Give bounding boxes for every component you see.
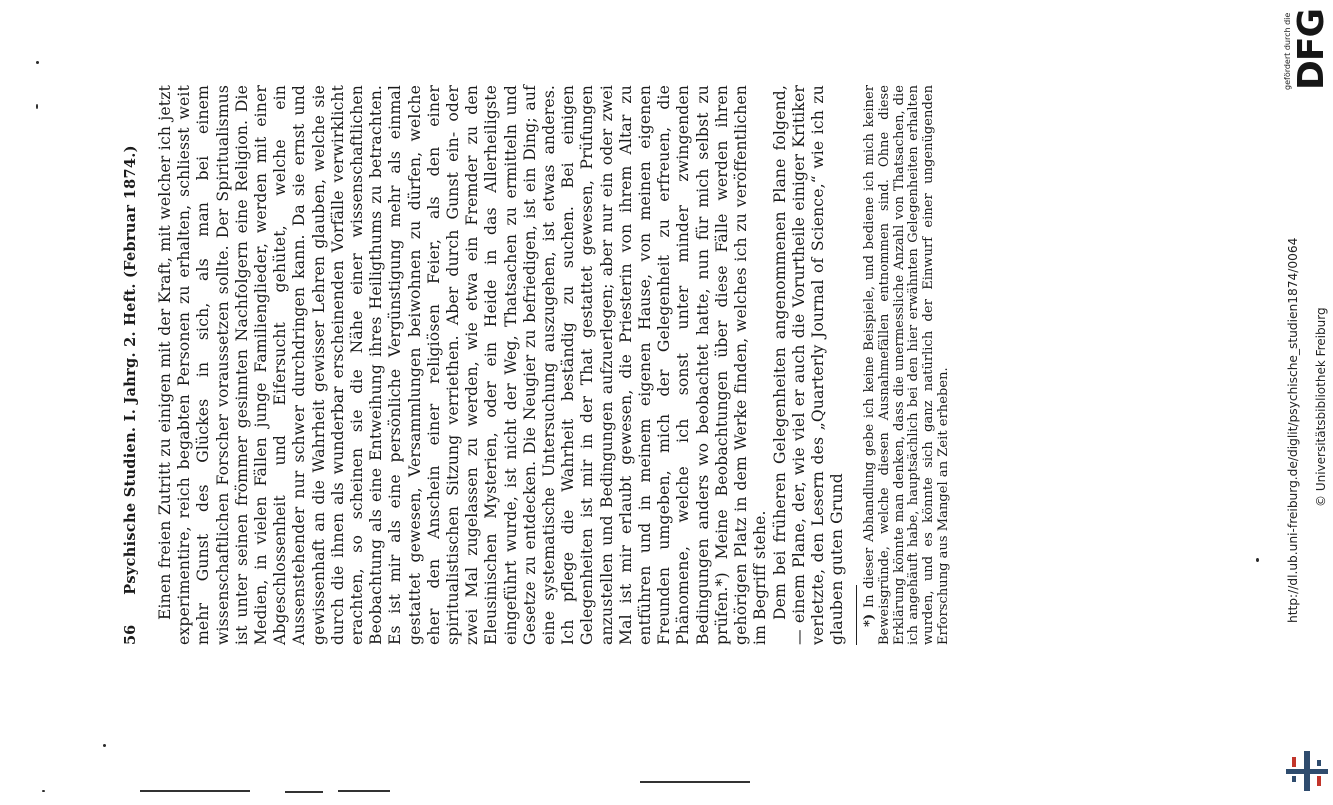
page-number: 56 — [122, 624, 139, 645]
footnote-text: In dieser Abhandlung gebe ich keine Beispiele, und bediene ich mich keiner Beweisgründe, welche diesen Ausnahmefällen entnommen sind. Ohne diese Erklärung könnte man denken, dass die unermessliche Anzahl von Thatsachen, die ich angehäuft habe, hauptsächlich bei den hier erwähnten Gelegenheiten erhalten wurden, und es könnte sich ganz natürlich der Einwurf einer ungenügenden Erforschung aus Mangel an Zeit erheben. — [862, 85, 951, 645]
scan-speck — [103, 744, 106, 747]
paragraph: Einen freien Zutritt zu einigen mit der Kraft, mit welcher ich jetzt experimentire, reich begabten Personen zu erhalten, schliesst weit mehr Gunst des Glückes in sich, als man bei einem wissenschaftlichen Forscher voraussetzen sollte. Der Spiritualismus ist unter seinen frömmer gesinnten Nachfolgern eine Religion. Die Medien, in vielen Fällen junge Familienglieder, werden mit einer Abgeschlossenheit und Eifersucht gehütet, welche ein Aussenstehender nur schwer durchdringen kann. Da sie ernst und gewissenhaft an die Wahrheit gewisser Lehren glauben, welche sie durch die ihnen als wunderbar erscheinenden Vorfälle verwirklicht erachten, so scheinen sie die Nähe einer wissenschaftlichen Beobachtung als eine Entweihung ihres Heiligthums zu betrachten. Es ist mir als eine persönliche Vergünstigung mehr als einmal gestattet gewesen, Versammlungen beiwohnen zu dürfen, welche eher den Anschein einer religiösen Feier, als den einer spiritualistischen Sitzung verriethen. Aber durch Gunst ein- oder zwei Mal zugelassen zu werden, wie etwa ein Fremder zu den Eleusinischen Mysterien, oder ein Heide in das Allerheiligste eingeführt wurde, ist nicht der Weg, Thatsachen zu ermitteln und Gesetze zu entdecken. Die Neugier zu befriedigen, ist ein Ding; auf eine systematische Untersuchung auszugehen, ist etwas anderes. Ich pflege die Wahrheit beständig zu suchen. Bei einigen Gelegenheiten ist mir in der That gestattet gewesen, Prüfungen anzustellen und Bedingungen aufzuerlegen; aber nur ein oder zwei Mal ist mir erlaubt gewesen, die Priesterin von ihrem Altar zu entführen und in meinem eigenen Hause, von meinen eigenen Freunden umgeben, mich der Gelegenheit zu erfreuen, die Phänomene, welche ich sonst unter minder zwingenden Bedingungen anders wo beobachtet hatte, nun für mich selbst zu prüfen.*) Meine Beobachtungen über diese Fälle werden ihren gehörigen Platz in dem Werke finden, welches ich zu veröffentlichen im Begriff stehe. — [156, 85, 770, 645]
page-header — [120, 85, 144, 645]
scan-speck — [36, 61, 39, 64]
source-url[interactable]: http://dl.ub.uni-freiburg.de/diglit/psychische_studien1874/0064 — [1286, 237, 1300, 623]
footnote-mark: *) — [862, 613, 878, 627]
paragraph: Dem bei früheren Gelegenheiten angenommenen Plane folgend, — einem Plane, der, wie viel er auch die Vorurtheile einiger Kritiker verletzte, den Lesern des „Quarterly Journal of Science,“ wie ich zu glauben guten Grund — [770, 85, 847, 645]
footnote — [863, 85, 951, 645]
scan-speck — [36, 104, 38, 109]
scan-edge-line — [640, 781, 750, 783]
running-title: Psychische Studien. I. Jahrg. 2. Heft. (Februar 1874.) — [122, 145, 139, 595]
main-text — [156, 85, 847, 645]
dfg-logo: DFG — [1291, 8, 1332, 90]
footnote-rule — [856, 585, 857, 645]
copyright-notice: © Universitätsbibliothek Freiburg — [1314, 307, 1328, 507]
scan-speck — [42, 790, 45, 792]
university-library-logo-icon — [1284, 748, 1330, 794]
dfg-caption: gefördert durch die — [1283, 12, 1292, 90]
scan-edge-line — [140, 790, 250, 792]
scan-edge-line — [338, 790, 390, 792]
scan-speck — [1256, 558, 1259, 562]
scan-edge-line — [285, 791, 323, 793]
book-page — [120, 85, 952, 645]
